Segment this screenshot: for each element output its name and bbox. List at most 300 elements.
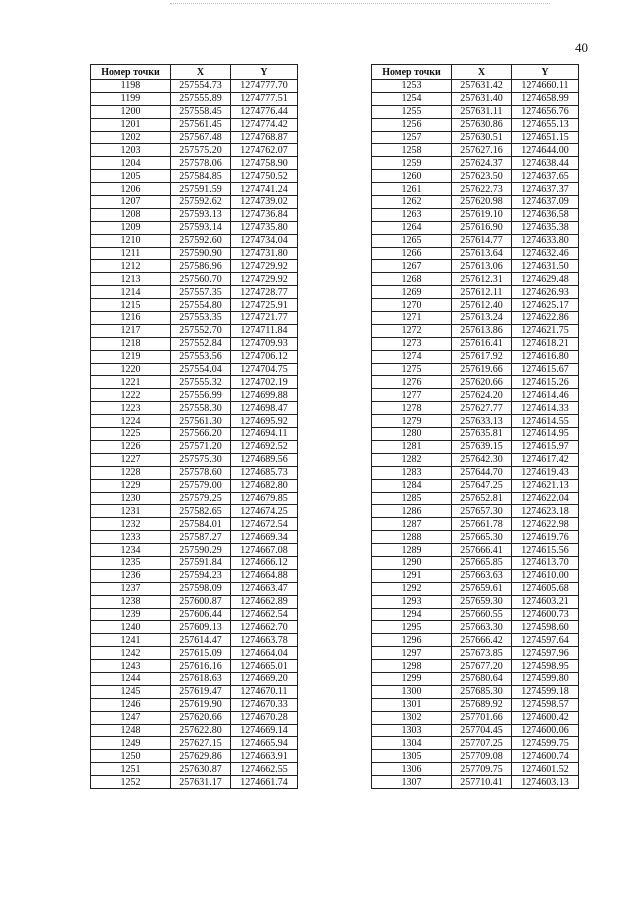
x-coordinate-cell: 257627.15 [171,737,231,750]
x-coordinate-cell: 257575.20 [171,144,231,157]
table-row [372,505,579,518]
y-coordinate-cell: 1274672.54 [231,518,298,531]
y-coordinate-cell: 1274662.54 [231,608,298,621]
y-coordinate-cell: 1274698.47 [231,402,298,415]
table-row [372,428,579,441]
x-coordinate-cell: 257635.81 [452,428,512,441]
y-coordinate-cell: 1274644.00 [512,144,579,157]
table-row [91,299,298,312]
x-coordinate-cell: 257553.35 [171,312,231,325]
y-coordinate-cell: 1274667.08 [231,544,298,557]
x-coordinate-cell: 257600.87 [171,595,231,608]
x-coordinate-cell: 257619.47 [171,685,231,698]
y-coordinate-cell: 1274711.84 [231,324,298,337]
point-number-cell: 1305 [372,750,452,763]
y-coordinate-cell: 1274610.00 [512,569,579,582]
y-coordinate-cell: 1274660.11 [512,80,579,93]
x-coordinate-cell: 257659.30 [452,595,512,608]
y-coordinate-cell: 1274618.21 [512,337,579,350]
table-row [372,440,579,453]
table-row [91,389,298,402]
x-coordinate-cell: 257612.40 [452,299,512,312]
x-coordinate-cell: 257584.85 [171,170,231,183]
point-number-cell: 1297 [372,647,452,660]
table-row [91,105,298,118]
point-number-cell: 1221 [91,376,171,389]
point-number-cell: 1219 [91,350,171,363]
y-coordinate-cell: 1274699.88 [231,389,298,402]
table-row [372,492,579,505]
table-row [91,685,298,698]
point-number-cell: 1223 [91,402,171,415]
table-header-row [91,65,298,80]
x-coordinate-cell: 257673.85 [452,647,512,660]
table-row [372,634,579,647]
y-coordinate-cell: 1274695.92 [231,415,298,428]
point-number-cell: 1201 [91,118,171,131]
table-row [372,415,579,428]
table-row [372,724,579,737]
coordinates-table-right [371,64,579,789]
table-row [372,260,579,273]
y-coordinate-cell: 1274666.12 [231,556,298,569]
table-row [91,157,298,170]
y-coordinate-cell: 1274739.02 [231,196,298,209]
point-number-cell: 1260 [372,170,452,183]
point-number-cell: 1285 [372,492,452,505]
table-row [372,660,579,673]
table-row [91,183,298,196]
point-number-cell: 1230 [91,492,171,505]
table-row [91,286,298,299]
y-coordinate-cell: 1274613.70 [512,556,579,569]
point-number-cell: 1222 [91,389,171,402]
point-number-cell: 1244 [91,672,171,685]
point-number-cell: 1234 [91,544,171,557]
table-row [91,505,298,518]
y-coordinate-cell: 1274622.04 [512,492,579,505]
x-coordinate-cell: 257666.41 [452,544,512,557]
x-coordinate-cell: 257561.30 [171,415,231,428]
table-row [91,724,298,737]
x-coordinate-cell: 257590.90 [171,247,231,260]
point-number-cell: 1233 [91,531,171,544]
y-coordinate-cell: 1274662.55 [231,763,298,776]
table-row [91,453,298,466]
scan-artifact-line [170,3,550,8]
y-coordinate-cell: 1274651.15 [512,131,579,144]
table-row [372,376,579,389]
point-number-cell: 1266 [372,247,452,260]
x-coordinate-cell: 257660.55 [452,608,512,621]
point-number-cell: 1254 [372,92,452,105]
point-number-cell: 1263 [372,208,452,221]
table-row [372,608,579,621]
point-number-cell: 1207 [91,196,171,209]
x-coordinate-cell: 257701.66 [452,711,512,724]
point-number-cell: 1269 [372,286,452,299]
point-number-cell: 1247 [91,711,171,724]
table-row [372,531,579,544]
point-number-cell: 1252 [91,776,171,789]
x-coordinate-cell: 257659.61 [452,582,512,595]
table-row [91,208,298,221]
y-coordinate-cell: 1274685.73 [231,466,298,479]
table-row [372,518,579,531]
y-coordinate-cell: 1274774.42 [231,118,298,131]
y-coordinate-cell: 1274619.76 [512,531,579,544]
y-coordinate-cell: 1274603.13 [512,776,579,789]
y-coordinate-cell: 1274682.80 [231,479,298,492]
y-coordinate-cell: 1274598.95 [512,660,579,673]
y-coordinate-cell: 1274663.47 [231,582,298,595]
coordinates-table-left [90,64,298,789]
table-row [372,183,579,196]
x-coordinate-cell: 257629.86 [171,750,231,763]
point-number-cell: 1218 [91,337,171,350]
x-coordinate-cell: 257593.14 [171,221,231,234]
table-row [372,582,579,595]
y-coordinate-cell: 1274741.24 [231,183,298,196]
x-coordinate-cell: 257661.78 [452,518,512,531]
x-coordinate-cell: 257591.59 [171,183,231,196]
table-row [372,208,579,221]
y-coordinate-cell: 1274663.91 [231,750,298,763]
table-row [91,118,298,131]
y-coordinate-cell: 1274625.17 [512,299,579,312]
point-number-cell: 1301 [372,698,452,711]
y-coordinate-cell: 1274768.87 [231,131,298,144]
table-row [372,337,579,350]
point-number-cell: 1279 [372,415,452,428]
table-row [372,479,579,492]
table-row [91,131,298,144]
y-coordinate-cell: 1274605.68 [512,582,579,595]
y-coordinate-cell: 1274674.25 [231,505,298,518]
y-coordinate-cell: 1274599.18 [512,685,579,698]
point-number-cell: 1307 [372,776,452,789]
point-number-cell: 1205 [91,170,171,183]
point-number-cell: 1235 [91,556,171,569]
table-row [372,196,579,209]
x-coordinate-cell: 257677.20 [452,660,512,673]
point-number-cell: 1304 [372,737,452,750]
x-coordinate-cell: 257663.63 [452,569,512,582]
point-number-cell: 1281 [372,440,452,453]
x-coordinate-cell: 257624.20 [452,389,512,402]
y-coordinate-cell: 1274614.55 [512,415,579,428]
y-coordinate-cell: 1274621.13 [512,479,579,492]
x-coordinate-cell: 257623.50 [452,170,512,183]
x-coordinate-cell: 257630.51 [452,131,512,144]
point-number-cell: 1204 [91,157,171,170]
table-row [372,698,579,711]
table-row [91,518,298,531]
y-coordinate-cell: 1274665.94 [231,737,298,750]
point-number-cell: 1294 [372,608,452,621]
y-coordinate-cell: 1274758.90 [231,157,298,170]
y-coordinate-cell: 1274597.64 [512,634,579,647]
y-coordinate-cell: 1274734.04 [231,234,298,247]
table-row [372,363,579,376]
y-coordinate-cell: 1274622.98 [512,518,579,531]
point-number-cell: 1251 [91,763,171,776]
table-row [91,273,298,286]
point-number-cell: 1214 [91,286,171,299]
x-coordinate-cell: 257619.10 [452,208,512,221]
x-coordinate-cell: 257590.29 [171,544,231,557]
x-coordinate-cell: 257579.25 [171,492,231,505]
x-coordinate-cell: 257613.24 [452,312,512,325]
point-number-cell: 1293 [372,595,452,608]
table-row [372,247,579,260]
y-coordinate-cell: 1274669.34 [231,531,298,544]
point-number-cell: 1238 [91,595,171,608]
point-number-cell: 1249 [91,737,171,750]
y-coordinate-cell: 1274597.96 [512,647,579,660]
x-coordinate-cell: 257578.06 [171,157,231,170]
point-number-cell: 1213 [91,273,171,286]
x-coordinate-cell: 257584.01 [171,518,231,531]
x-coordinate-cell: 257665.30 [452,531,512,544]
point-number-cell: 1232 [91,518,171,531]
y-coordinate-cell: 1274669.20 [231,672,298,685]
x-coordinate-cell: 257615.09 [171,647,231,660]
point-number-cell: 1283 [372,466,452,479]
x-coordinate-cell: 257567.48 [171,131,231,144]
y-coordinate-cell: 1274622.86 [512,312,579,325]
x-coordinate-cell: 257560.70 [171,273,231,286]
x-coordinate-cell: 257619.66 [452,363,512,376]
point-number-cell: 1200 [91,105,171,118]
x-coordinate-cell: 257614.47 [171,634,231,647]
x-coordinate-cell: 257586.96 [171,260,231,273]
table-row [91,376,298,389]
point-number-cell: 1268 [372,273,452,286]
x-coordinate-cell: 257631.42 [452,80,512,93]
table-row [91,582,298,595]
table-row [91,647,298,660]
y-coordinate-cell: 1274655.13 [512,118,579,131]
x-coordinate-cell: 257592.60 [171,234,231,247]
point-number-cell: 1282 [372,453,452,466]
point-number-cell: 1241 [91,634,171,647]
y-coordinate-cell: 1274621.75 [512,324,579,337]
table-row [372,776,579,789]
table-row [372,273,579,286]
x-coordinate-cell: 257680.64 [452,672,512,685]
x-coordinate-cell: 257593.13 [171,208,231,221]
x-coordinate-cell: 257566.20 [171,428,231,441]
table-row [91,260,298,273]
x-coordinate-cell: 257689.92 [452,698,512,711]
y-coordinate-cell: 1274603.21 [512,595,579,608]
x-coordinate-cell: 257704.45 [452,724,512,737]
table-row [372,647,579,660]
y-coordinate-cell: 1274736.84 [231,208,298,221]
header-point-number: Номер точки [372,65,452,80]
point-number-cell: 1259 [372,157,452,170]
y-coordinate-cell: 1274725.91 [231,299,298,312]
point-number-cell: 1245 [91,685,171,698]
table-row [372,711,579,724]
table-row [372,556,579,569]
point-number-cell: 1240 [91,621,171,634]
table-row [91,763,298,776]
table-row [91,608,298,621]
table-row [372,299,579,312]
x-coordinate-cell: 257618.63 [171,672,231,685]
x-coordinate-cell: 257612.11 [452,286,512,299]
point-number-cell: 1199 [91,92,171,105]
point-number-cell: 1239 [91,608,171,621]
y-coordinate-cell: 1274694.11 [231,428,298,441]
table-row [91,556,298,569]
x-coordinate-cell: 257553.56 [171,350,231,363]
x-coordinate-cell: 257709.75 [452,763,512,776]
x-coordinate-cell: 257685.30 [452,685,512,698]
x-coordinate-cell: 257557.35 [171,286,231,299]
point-number-cell: 1229 [91,479,171,492]
y-coordinate-cell: 1274777.51 [231,92,298,105]
point-number-cell: 1255 [372,105,452,118]
table-row [372,672,579,685]
point-number-cell: 1248 [91,724,171,737]
y-coordinate-cell: 1274614.33 [512,402,579,415]
point-number-cell: 1278 [372,402,452,415]
y-coordinate-cell: 1274616.80 [512,350,579,363]
point-number-cell: 1298 [372,660,452,673]
x-coordinate-cell: 257578.60 [171,466,231,479]
point-number-cell: 1209 [91,221,171,234]
x-coordinate-cell: 257554.04 [171,363,231,376]
table-row [91,415,298,428]
point-number-cell: 1303 [372,724,452,737]
x-coordinate-cell: 257666.42 [452,634,512,647]
point-number-cell: 1302 [372,711,452,724]
x-coordinate-cell: 257631.11 [452,105,512,118]
x-coordinate-cell: 257571.20 [171,440,231,453]
point-number-cell: 1211 [91,247,171,260]
x-coordinate-cell: 257709.08 [452,750,512,763]
point-number-cell: 1267 [372,260,452,273]
x-coordinate-cell: 257575.30 [171,453,231,466]
page-number: 40 [575,40,588,55]
table-row [91,363,298,376]
table-row [91,660,298,673]
point-number-cell: 1272 [372,324,452,337]
point-number-cell: 1208 [91,208,171,221]
point-number-cell: 1261 [372,183,452,196]
y-coordinate-cell: 1274670.33 [231,698,298,711]
table-row [91,711,298,724]
header-x: X [452,65,512,80]
point-number-cell: 1276 [372,376,452,389]
y-coordinate-cell: 1274731.80 [231,247,298,260]
point-number-cell: 1300 [372,685,452,698]
point-number-cell: 1290 [372,556,452,569]
table-row [91,428,298,441]
table-row [372,402,579,415]
table-row [372,737,579,750]
point-number-cell: 1273 [372,337,452,350]
header-y: Y [231,65,298,80]
table-row [372,157,579,170]
x-coordinate-cell: 257663.30 [452,621,512,634]
x-coordinate-cell: 257558.30 [171,402,231,415]
table-row [372,286,579,299]
y-coordinate-cell: 1274632.46 [512,247,579,260]
x-coordinate-cell: 257627.77 [452,402,512,415]
x-coordinate-cell: 257620.98 [452,196,512,209]
y-coordinate-cell: 1274735.80 [231,221,298,234]
point-number-cell: 1287 [372,518,452,531]
x-coordinate-cell: 257630.87 [171,763,231,776]
table-row [372,92,579,105]
x-coordinate-cell: 257617.92 [452,350,512,363]
y-coordinate-cell: 1274692.52 [231,440,298,453]
point-number-cell: 1220 [91,363,171,376]
point-number-cell: 1256 [372,118,452,131]
table-row [372,324,579,337]
y-coordinate-cell: 1274635.38 [512,221,579,234]
table-row [372,453,579,466]
table-row [91,737,298,750]
y-coordinate-cell: 1274638.44 [512,157,579,170]
point-number-cell: 1306 [372,763,452,776]
y-coordinate-cell: 1274679.85 [231,492,298,505]
table-row [91,170,298,183]
point-number-cell: 1227 [91,453,171,466]
point-number-cell: 1289 [372,544,452,557]
y-coordinate-cell: 1274729.92 [231,273,298,286]
table-row [91,324,298,337]
y-coordinate-cell: 1274629.48 [512,273,579,286]
x-coordinate-cell: 257591.84 [171,556,231,569]
table-row [372,621,579,634]
y-coordinate-cell: 1274614.95 [512,428,579,441]
table-row [91,698,298,711]
y-coordinate-cell: 1274656.76 [512,105,579,118]
point-number-cell: 1243 [91,660,171,673]
table-row [91,621,298,634]
x-coordinate-cell: 257642.30 [452,453,512,466]
table-row [372,466,579,479]
y-coordinate-cell: 1274670.11 [231,685,298,698]
table-row [372,118,579,131]
y-coordinate-cell: 1274631.50 [512,260,579,273]
x-coordinate-cell: 257592.62 [171,196,231,209]
y-coordinate-cell: 1274600.74 [512,750,579,763]
y-coordinate-cell: 1274617.42 [512,453,579,466]
point-number-cell: 1198 [91,80,171,93]
x-coordinate-cell: 257627.16 [452,144,512,157]
x-coordinate-cell: 257552.84 [171,337,231,350]
y-coordinate-cell: 1274776.44 [231,105,298,118]
table-body-left [91,80,298,789]
table-row [91,479,298,492]
table-row [372,350,579,363]
y-coordinate-cell: 1274598.60 [512,621,579,634]
x-coordinate-cell: 257555.32 [171,376,231,389]
y-coordinate-cell: 1274599.75 [512,737,579,750]
y-coordinate-cell: 1274706.12 [231,350,298,363]
point-number-cell: 1288 [372,531,452,544]
table-row [91,750,298,763]
table-row [372,544,579,557]
point-number-cell: 1292 [372,582,452,595]
x-coordinate-cell: 257558.45 [171,105,231,118]
